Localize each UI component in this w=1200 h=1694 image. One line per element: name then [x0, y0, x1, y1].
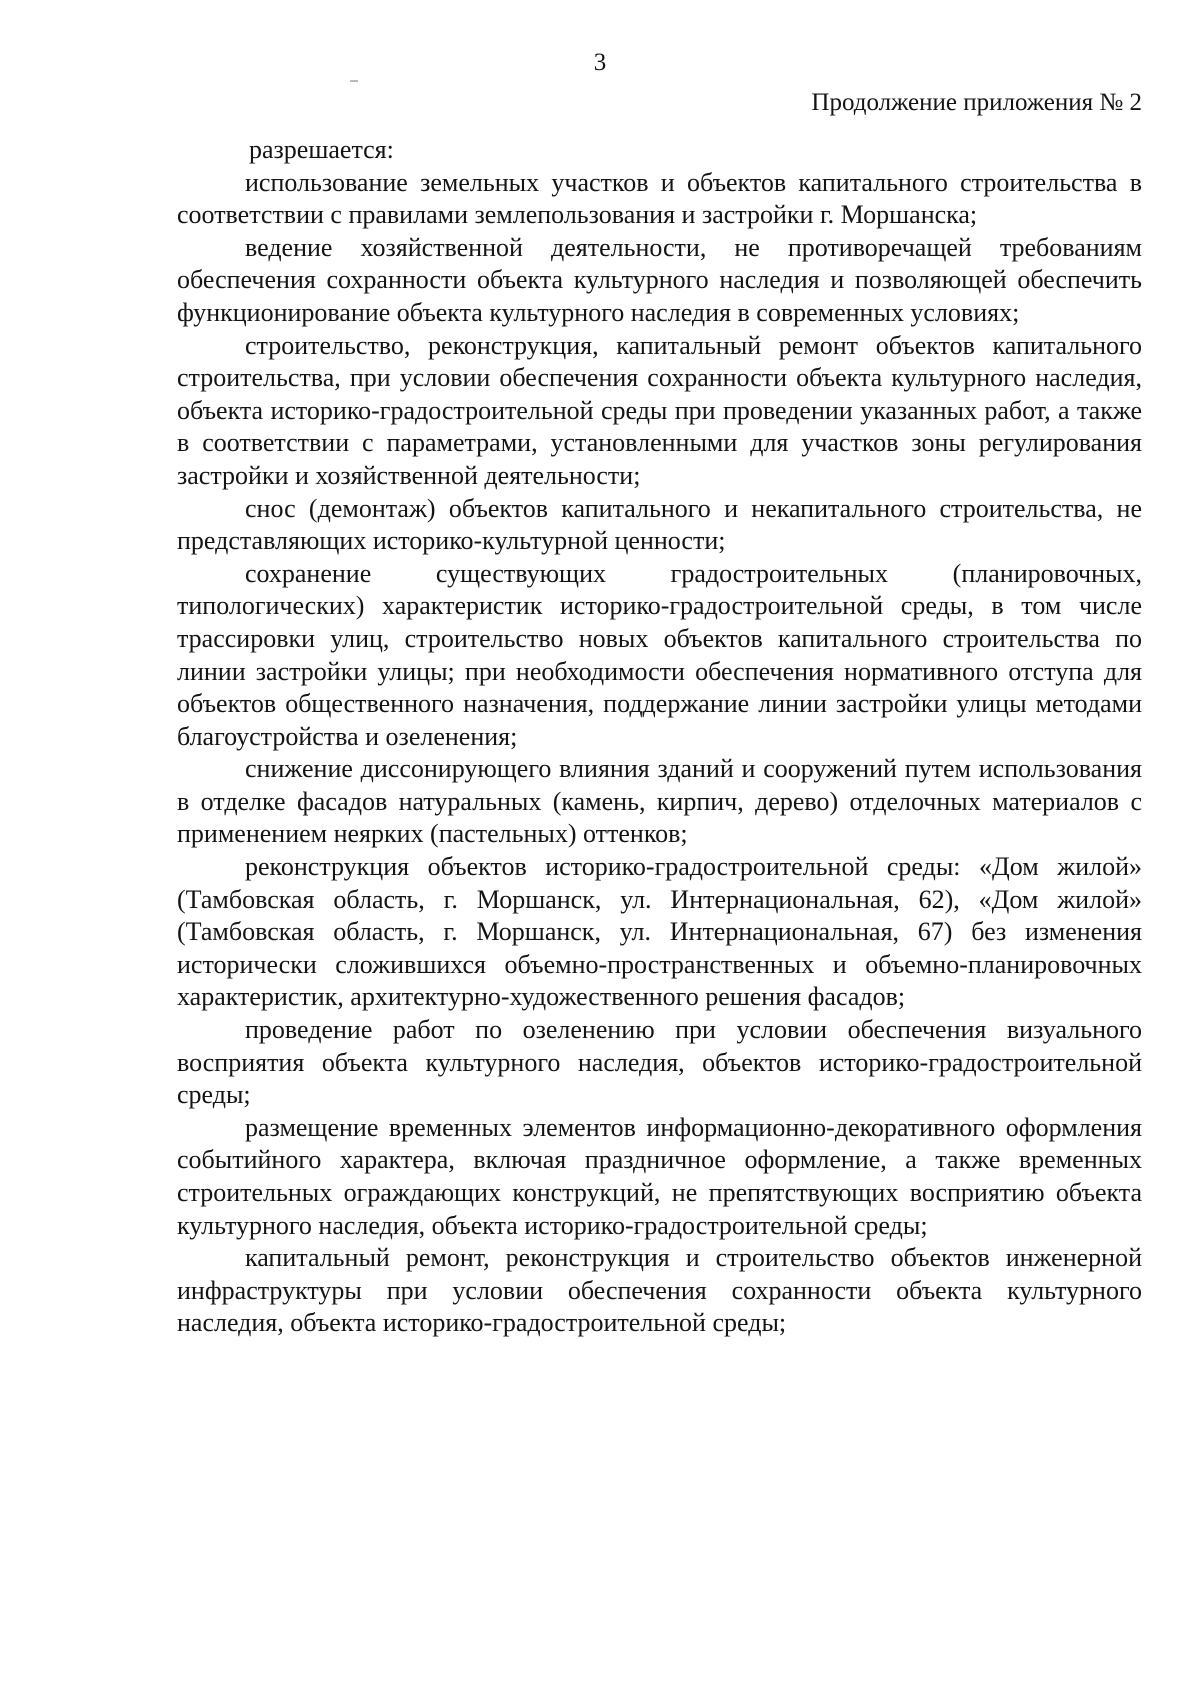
paragraph-reconstruction: реконструкция объектов историко-градостроительной среды: «Дом жилой» (Тамбовская область, г. Моршанск, ул. Интернациональная, 62), «Дом жилой» (Тамбовская область, г. Моршанск, ул. Интернациональная, 67) без изменения исторически сложившихся объемно-пространственных и объемно-планировочных характеристик, архитектурно-художественного решения фасадов;	[177, 852, 1142, 1012]
appendix-continuation-note: Продолжение приложения № 2	[811, 89, 1142, 116]
page-number: 3	[593, 49, 607, 76]
document-body	[177, 134, 1142, 1340]
paragraph-landscaping: проведение работ по озеленению при условии обеспечения визуального восприятия объекта культурного наследия, объектов историко-градостроительной среды;	[177, 1015, 1142, 1110]
paragraph-facade-materials: снижение диссонирующего влияния зданий и сооружений путем использования в отделке фасадов натуральных (камень, кирпич, дерево) отделочных материалов с применением неярких (пастельных) оттенков;	[177, 754, 1142, 849]
paragraph-construction: строительство, реконструкция, капитальный ремонт объектов капитального строительства, при условии обеспечения сохранности объекта культурного наследия, объекта историко-градостроительной среды при проведении указанных работ, а также в соответствии с параметрами, установленными для участков зоны регулирования застройки и хозяйственной деятельности;	[177, 330, 1142, 490]
paragraph-preservation: сохранение существующих градостроительных (планировочных, типологических) характеристик историко-градостроительной среды, в том числе трассировки улиц, строительство новых объектов капитального строительства по линии застройки улицы; при необходимости обеспечения нормативного отступа для объектов общественного назначения, поддержание линии застройки улицы методами благоустройства и озеленения;	[177, 558, 1142, 751]
paragraph-land-use: использование земельных участков и объектов капитального строительства в соответствии с правилами землепользования и застройки г. Моршанска;	[177, 167, 1142, 230]
paragraph-infrastructure: капитальный ремонт, реконструкция и строительство объектов инженерной инфраструктуры при условии обеспечения сохранности объекта культурного наследия, объекта историко-градостроительной среды;	[177, 1243, 1142, 1338]
paragraph-permitted-heading: разрешается:	[249, 135, 394, 164]
scan-artifact	[350, 80, 358, 82]
paragraph-economic-activity: ведение хозяйственной деятельности, не противоречащей требованиям обеспечения сохранности объекта культурного наследия и позволяющей обеспечить функционирование объекта культурного наследия в современных условиях;	[177, 232, 1142, 327]
paragraph-demolition: снос (демонтаж) объектов капитального и некапитального строительства, не представляющих историко-культурной ценности;	[177, 493, 1142, 556]
paragraph-temporary-elements: размещение временных элементов информационно-декоративного оформления событийного характера, включая праздничное оформление, а также временных строительных ограждающих конструкций, не препятствующих восприятию объекта культурного наследия, объекта историко-градостроительной среды;	[177, 1112, 1142, 1240]
